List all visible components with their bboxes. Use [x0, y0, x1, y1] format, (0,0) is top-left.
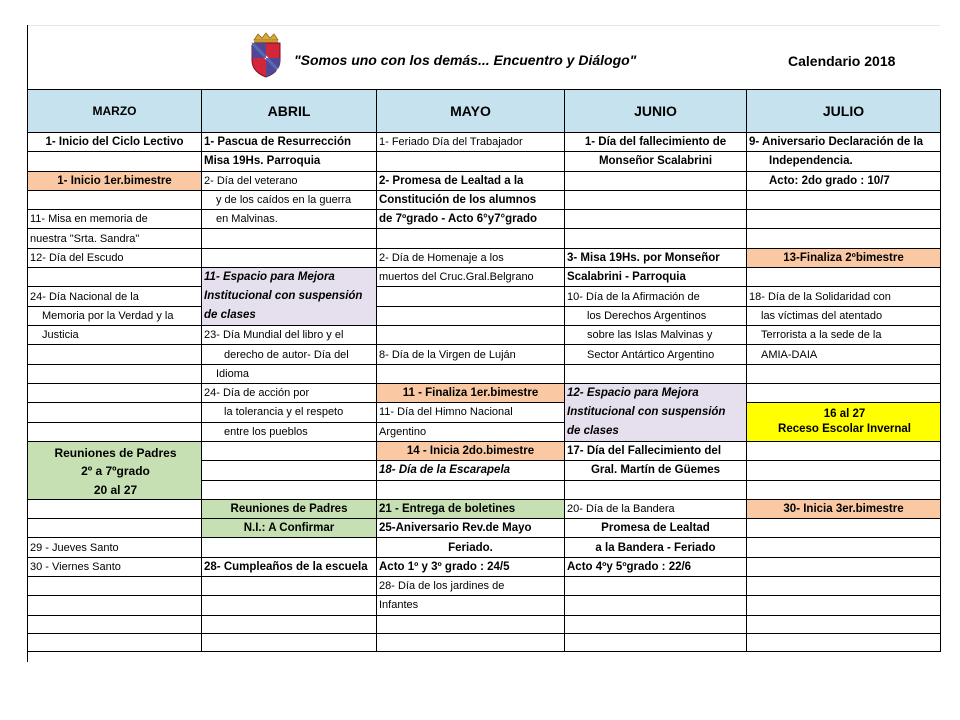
- mayo-cell: 18- Día de la Escarapela: [377, 461, 565, 480]
- julio-cell: Acto: 2do grado : 10/7: [747, 171, 941, 190]
- table-row: [28, 538, 941, 557]
- abril-cell: [202, 596, 377, 615]
- abril-cell: N.I.: A Confirmar: [202, 519, 377, 538]
- month-header: JULIO: [747, 90, 941, 133]
- mayo-cell: 2- Promesa de Lealtad a la: [377, 171, 565, 190]
- mayo-cell: [377, 326, 565, 345]
- julio-cell: 30- Inicia 3er.bimestre: [747, 499, 941, 518]
- julio-cell: [747, 461, 941, 480]
- table-row: [28, 633, 941, 651]
- junio-cell: [565, 190, 747, 209]
- espacio-line: Institucional con suspensión: [204, 290, 363, 303]
- receso-line: 16 al 27: [823, 408, 866, 421]
- marzo-cell: Memoria por la Verdad y la: [28, 306, 202, 325]
- junio-cell: Promesa de Lealtad: [565, 519, 747, 538]
- abril-cell: entre los pueblos: [202, 422, 377, 441]
- julio-cell: [747, 538, 941, 557]
- abril-cell: [202, 538, 377, 557]
- calendar-table: [27, 89, 941, 652]
- table-row: [28, 190, 941, 209]
- junio-cell: Sector Antártico Argentino: [565, 345, 747, 364]
- month-header: MAYO: [377, 90, 565, 133]
- mayo-cell: 2- Día de Homenaje a los: [377, 248, 565, 267]
- marzo-cell: 1- Inicio 1er.bimestre: [28, 171, 202, 190]
- calendar-year-title: Calendario 2018: [788, 53, 896, 69]
- marzo-cell: 12- Día del Escudo: [28, 248, 202, 267]
- mayo-cell: 11- Día del Himno Nacional: [377, 403, 565, 422]
- marzo-cell: nuestra "Srta. Sandra": [28, 229, 202, 248]
- marzo-cell: [28, 403, 202, 422]
- month-header: JUNIO: [565, 90, 747, 133]
- marzo-cell: [28, 422, 202, 441]
- empty-cell: [747, 615, 941, 633]
- abril-cell: [202, 441, 377, 460]
- junio-cell: 20- Día de la Bandera: [565, 499, 747, 518]
- reuniones-line: Reuniones de Padres: [54, 445, 177, 460]
- table-row: [28, 403, 941, 422]
- table-row: [28, 577, 941, 596]
- julio-cell: las víctimas del atentado: [747, 306, 941, 325]
- marzo-cell: [28, 499, 202, 518]
- mayo-cell: Argentino: [377, 422, 565, 441]
- table-row: [28, 133, 941, 152]
- junio-cell: los Derechos Argentinos: [565, 306, 747, 325]
- empty-cell: [202, 615, 377, 633]
- table-row: [28, 306, 941, 325]
- junio-cell: [565, 364, 747, 383]
- abril-cell: 1- Pascua de Resurrección: [202, 133, 377, 152]
- table-row: [28, 248, 941, 267]
- julio-cell: [747, 480, 941, 499]
- table-row: [28, 615, 941, 633]
- marzo-cell: [28, 345, 202, 364]
- abril-cell: [202, 229, 377, 248]
- table-row: [28, 557, 941, 576]
- abril-cell: [202, 480, 377, 499]
- empty-cell: [377, 615, 565, 633]
- mayo-cell: 21 - Entrega de boletines: [377, 499, 565, 518]
- mayo-cell: [377, 480, 565, 499]
- abril-cell: 23- Día Mundial del libro y el: [202, 326, 377, 345]
- abril-cell: Reuniones de Padres: [202, 499, 377, 518]
- julio-cell: [747, 190, 941, 209]
- marzo-cell: [28, 596, 202, 615]
- junio-cell: 10- Día de la Afirmación de: [565, 287, 747, 306]
- marzo-cell: 11- Misa en memoria de: [28, 210, 202, 229]
- marzo-cell: [28, 268, 202, 287]
- mayo-cell: 1- Feriado Día del Trabajador: [377, 133, 565, 152]
- julio-cell: 13-Finaliza 2ºbimestre: [747, 248, 941, 267]
- month-header: ABRIL: [202, 90, 377, 133]
- julio-cell: [747, 519, 941, 538]
- mayo-cell: 28- Día de los jardines de: [377, 577, 565, 596]
- empty-cell: [377, 633, 565, 651]
- junio-cell: Gral. Martín de Güemes: [565, 461, 747, 480]
- junio-cell: Acto 4ºy 5ºgrado : 22/6: [565, 557, 747, 576]
- table-row: [28, 441, 941, 460]
- marzo-reuniones-cell: [28, 441, 202, 499]
- mayo-cell: [377, 152, 565, 171]
- table-row: [28, 210, 941, 229]
- junio-cell: Scalabrini - Parroquia: [565, 268, 747, 287]
- junio-cell: 3- Misa 19Hs. por Monseñor: [565, 248, 747, 267]
- abril-cell: Idioma: [202, 364, 377, 383]
- empty-cell: [565, 615, 747, 633]
- junio-cell: [565, 210, 747, 229]
- julio-cell: [747, 557, 941, 576]
- junio-cell: [565, 480, 747, 499]
- marzo-cell: 24- Día Nacional de la: [28, 287, 202, 306]
- abril-espacio-cell: [202, 268, 377, 326]
- espacio-line: 12- Espacio para Mejora: [567, 386, 699, 399]
- reuniones-line: 2º a 7ºgrado: [81, 464, 150, 479]
- table-row: [28, 499, 941, 518]
- junio-cell: a la Bandera - Feriado: [565, 538, 747, 557]
- mayo-cell: [377, 229, 565, 248]
- julio-cell: Terrorista a la sede de la: [747, 326, 941, 345]
- abril-cell: y de los caídos en la guerra: [202, 190, 377, 209]
- julio-cell: AMIA-DAIA: [747, 345, 941, 364]
- abril-cell: 28- Cumpleaños de la escuela: [202, 557, 377, 576]
- mayo-cell: muertos del Cruc.Gral.Belgrano: [377, 268, 565, 287]
- julio-cell: [747, 364, 941, 383]
- mayo-cell: [377, 306, 565, 325]
- abril-cell: derecho de autor- Día del: [202, 345, 377, 364]
- mayo-cell: [377, 364, 565, 383]
- abril-cell: [202, 461, 377, 480]
- table-row: [28, 596, 941, 615]
- reuniones-line: 20 al 27: [93, 482, 138, 497]
- abril-cell: en Malvinas.: [202, 210, 377, 229]
- mayo-cell: 11 - Finaliza 1er.bimestre: [377, 383, 565, 402]
- marzo-cell: [28, 152, 202, 171]
- abril-cell: [202, 577, 377, 596]
- marzo-cell: 29 - Jueves Santo: [28, 538, 202, 557]
- empty-cell: [28, 615, 202, 633]
- mayo-cell: [377, 287, 565, 306]
- julio-cell: [747, 596, 941, 615]
- month-header: MARZO: [28, 90, 202, 133]
- header-motto: "Somos uno con los demás... Encuentro y Diálogo": [294, 52, 637, 68]
- empty-cell: [565, 633, 747, 651]
- junio-cell: [565, 229, 747, 248]
- junio-cell: [565, 596, 747, 615]
- espacio-line: de clases: [567, 424, 619, 437]
- table-row: [28, 383, 941, 402]
- mayo-cell: Acto 1º y 3º grado : 24/5: [377, 557, 565, 576]
- julio-cell: [747, 577, 941, 596]
- receso-line: Receso Escolar Invernal: [778, 423, 911, 436]
- mayo-cell: de 7ºgrado - Acto 6°y7°grado: [377, 210, 565, 229]
- table-row: [28, 268, 941, 287]
- abril-cell: 2- Día del veterano: [202, 171, 377, 190]
- table-row: [28, 326, 941, 345]
- mayo-cell: 14 - Inicia 2do.bimestre: [377, 441, 565, 460]
- julio-cell: [747, 210, 941, 229]
- julio-cell: [747, 229, 941, 248]
- abril-cell: Misa 19Hs. Parroquia: [202, 152, 377, 171]
- table-row: [28, 287, 941, 306]
- julio-cell: 9- Aniversario Declaración de la: [747, 133, 941, 152]
- abril-cell: [202, 248, 377, 267]
- mayo-cell: 25-Aniversario Rev.de Mayo: [377, 519, 565, 538]
- junio-cell: [565, 577, 747, 596]
- julio-cell: [747, 268, 941, 287]
- marzo-cell: Justicia: [28, 326, 202, 345]
- marzo-cell: [28, 383, 202, 402]
- espacio-line: Institucional con suspensión: [567, 405, 726, 418]
- header-top-rule: [27, 25, 940, 26]
- table-row: [28, 171, 941, 190]
- marzo-cell: [28, 364, 202, 383]
- junio-espacio-cell: [565, 383, 747, 441]
- mayo-cell: 8- Día de la Virgen de Luján: [377, 345, 565, 364]
- marzo-cell: [28, 577, 202, 596]
- empty-cell: [747, 633, 941, 651]
- marzo-cell: [28, 190, 202, 209]
- espacio-line: 11- Espacio para Mejora: [204, 271, 335, 284]
- junio-cell: Monseñor Scalabrini: [565, 152, 747, 171]
- table-row: [28, 229, 941, 248]
- marzo-cell: 30 - Viernes Santo: [28, 557, 202, 576]
- marzo-cell: 1- Inicio del Ciclo Lectivo: [28, 133, 202, 152]
- julio-cell: Independencia.: [747, 152, 941, 171]
- mayo-cell: Infantes: [377, 596, 565, 615]
- empty-cell: [202, 633, 377, 651]
- table-row: [28, 519, 941, 538]
- marzo-cell: [28, 519, 202, 538]
- empty-cell: [28, 633, 202, 651]
- julio-receso-cell: [747, 403, 941, 442]
- table-row: [28, 364, 941, 383]
- junio-cell: [565, 171, 747, 190]
- school-crest-icon: [248, 32, 284, 78]
- junio-cell: 1- Día del fallecimiento de: [565, 133, 747, 152]
- julio-cell: [747, 383, 941, 402]
- abril-cell: la tolerancia y el respeto: [202, 403, 377, 422]
- julio-cell: 18- Día de la Solidaridad con: [747, 287, 941, 306]
- table-row: [28, 152, 941, 171]
- junio-cell: 17- Día del Fallecimiento del: [565, 441, 747, 460]
- mayo-cell: Feriado.: [377, 538, 565, 557]
- espacio-line: de clases: [204, 309, 256, 322]
- junio-cell: sobre las Islas Malvinas y: [565, 326, 747, 345]
- mayo-cell: Constitución de los alumnos: [377, 190, 565, 209]
- month-header-row: [28, 90, 941, 133]
- julio-cell: [747, 441, 941, 460]
- table-row: [28, 345, 941, 364]
- abril-cell: 24- Día de acción por: [202, 383, 377, 402]
